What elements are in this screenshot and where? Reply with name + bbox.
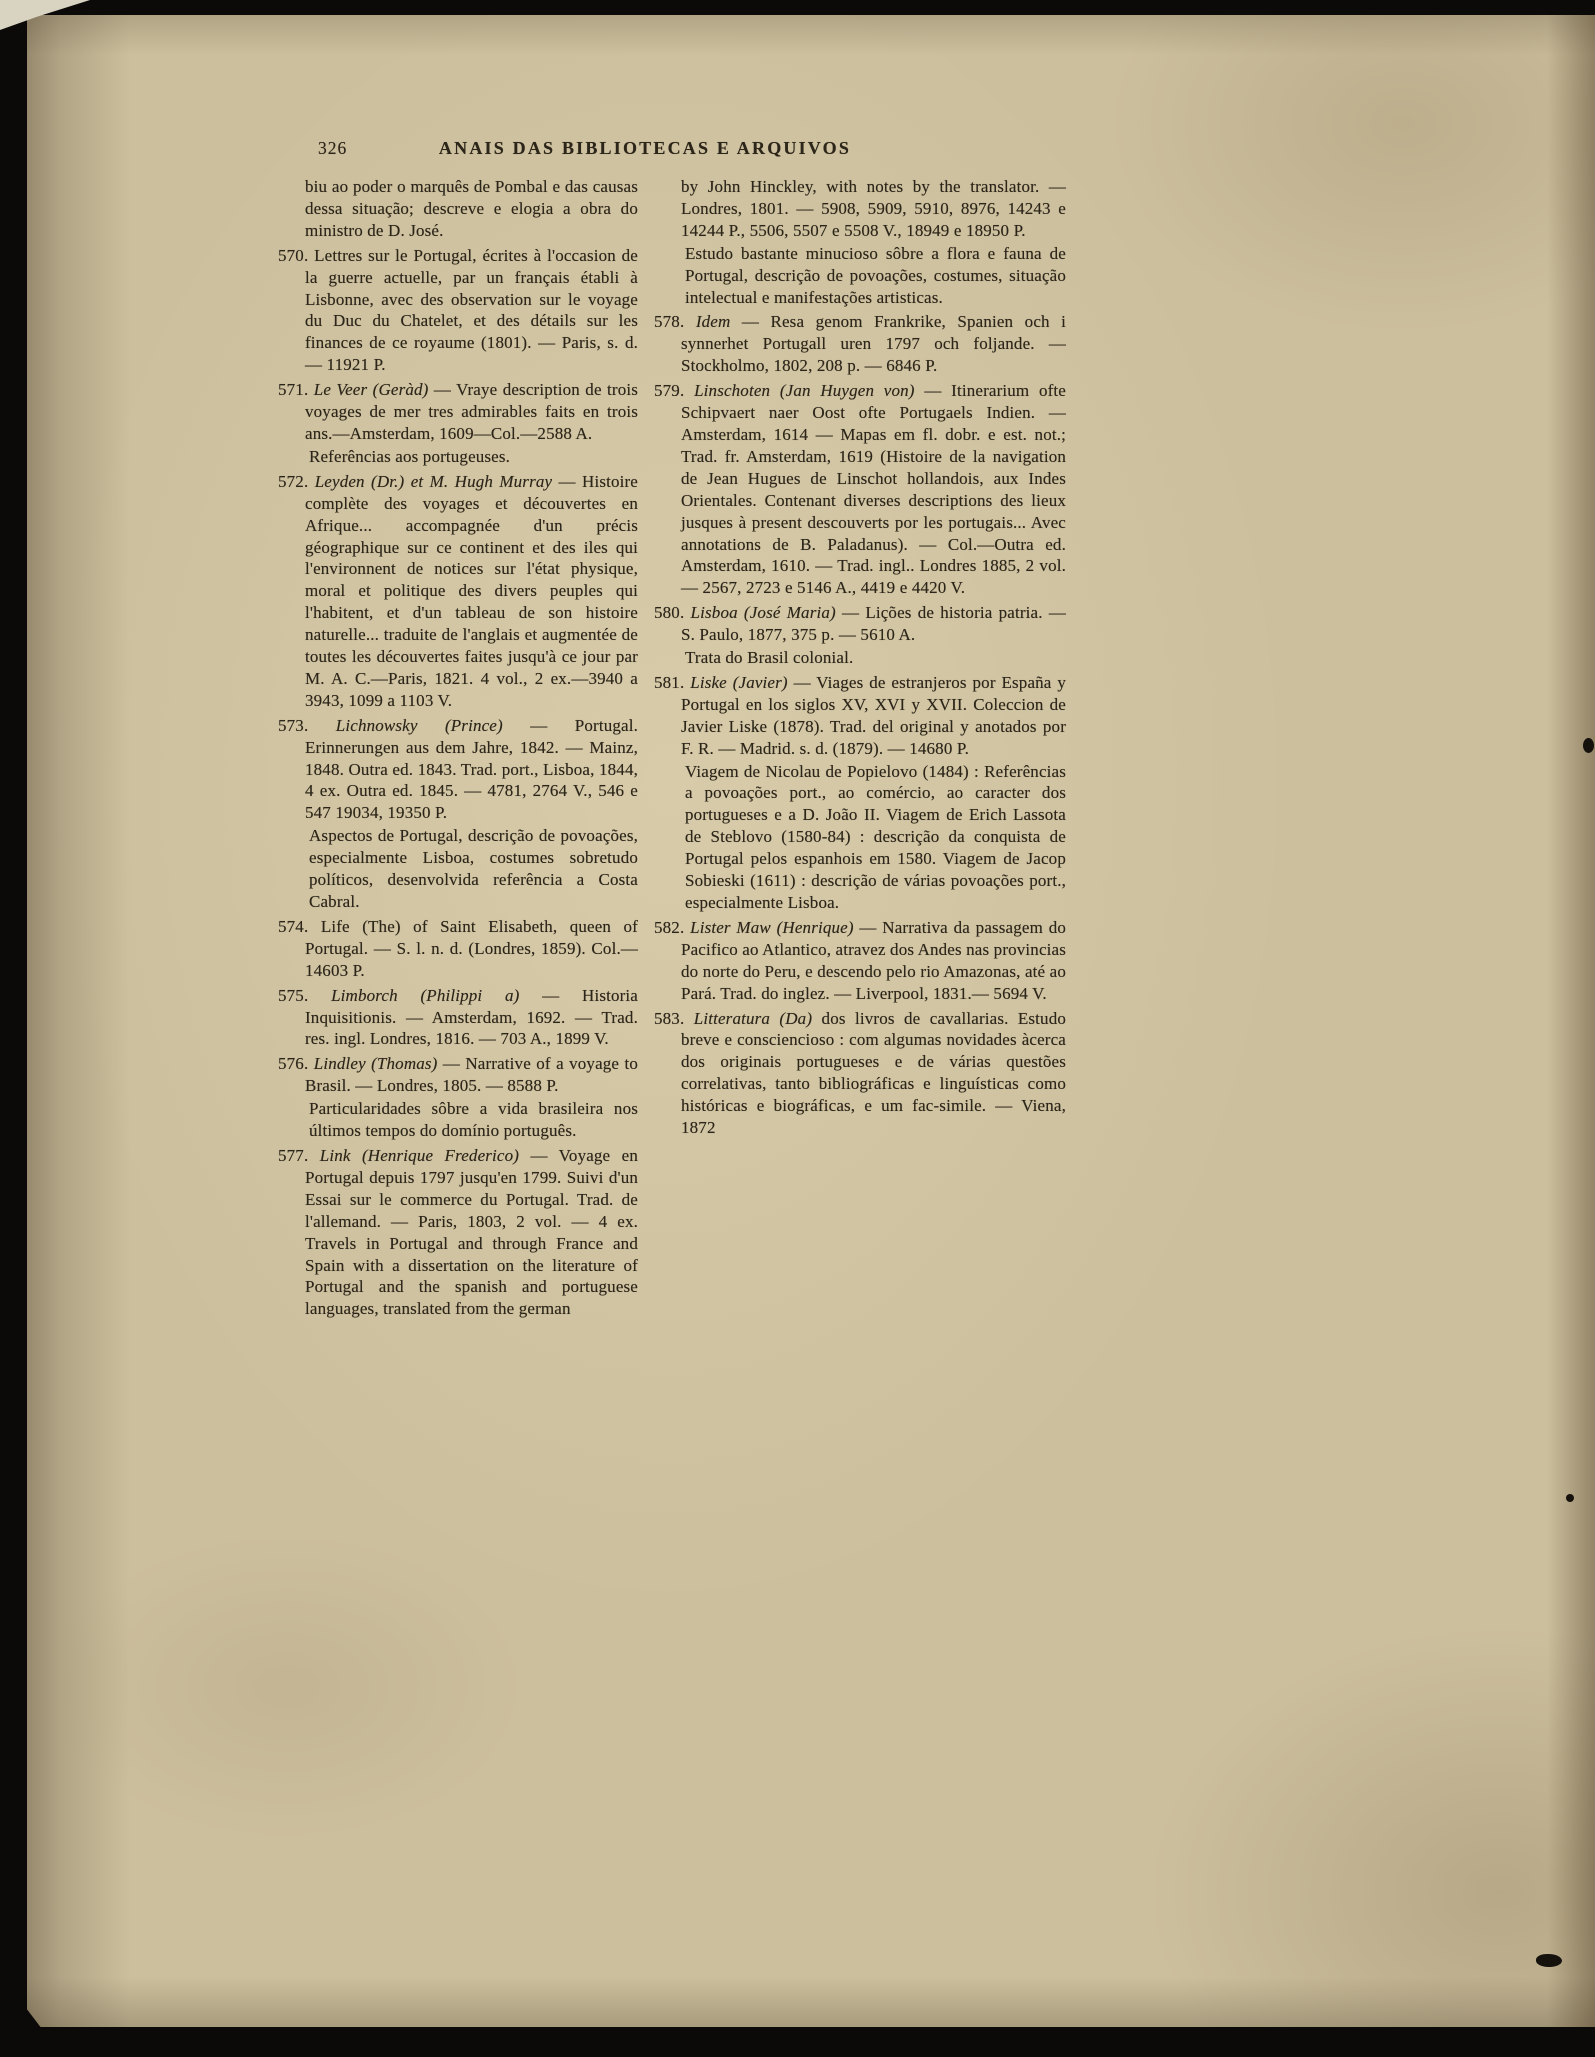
- continuation-paragraph: by John Hinckley, with notes by the translator. — Londres, 1801. — 5908, 5909, 5910, 8976, 14243 e 14244 P., 5506, 5507 e 5508 V., 18949 e 18950 P.: [681, 177, 1066, 240]
- entry-paragraph: [654, 380, 1066, 599]
- entry-author: Limborch (Philippi a): [331, 985, 520, 1005]
- entry-number: 580.: [654, 603, 685, 623]
- scan-speck: [1536, 1954, 1562, 1967]
- entry-number: 572.: [278, 471, 309, 491]
- bib-entry-581: [654, 672, 1066, 914]
- entry-author: Lindley (Thomas): [313, 1054, 438, 1074]
- entry-paragraph: [654, 602, 1066, 646]
- entry-paragraph: [278, 916, 638, 982]
- entry-author: Leyden (Dr.) et M. Hugh Murray: [314, 471, 553, 491]
- entry-author: Linschoten (Jan Huygen von): [694, 381, 915, 401]
- bib-entry-579: [654, 380, 1066, 599]
- entry-author: Litteratura (Da): [693, 1008, 813, 1028]
- entry-paragraph: [278, 379, 638, 445]
- entry-author: Liske (Javier): [690, 672, 788, 692]
- entry-body: — Itinerarium ofte Schipvaert naer Oost ofte Portugaels Indien. — Amsterdam, 1614 — Mapas em fl. dobr. e est. not.; Trad. fr. Amsterdam, 1619 (Histoire de la navigation de Jean Hugues de Linschot hollandois, aux Indes Orientales. Contenant diverses descriptions des lieux jusques à present descouverts por les portugais... Avec annotations de B. Paladanus). — Col.—Outra ed. Amsterdam, 1610. — Trad. ingl.. Londres 1885, 2 vol. — 2567, 2723 e 5146 A., 4419 e 4420 V.: [681, 381, 1067, 598]
- page-number: 326: [318, 138, 348, 158]
- scan-edge-top: [0, 0, 1595, 15]
- bib-entry-571: [278, 379, 638, 468]
- entry-number: 583.: [654, 1008, 685, 1028]
- entry-body: Lettres sur le Portugal, écrites à l'occasion de la guerre actuelle, par un français établi à Lisbonne, avec des observation sur le voyage du Duc du Chatelet, et des détails sur les finances de ce royaume (1801). — Paris, s. d.— 11921 P.: [305, 245, 639, 375]
- bib-entry-575: [278, 985, 638, 1051]
- entry-number: 575.: [278, 985, 309, 1005]
- bib-entry-580: [654, 602, 1066, 669]
- entry-number: 582.: [654, 917, 685, 937]
- entry-note: Referências aos portugeuses.: [309, 446, 511, 466]
- entry-number: 576.: [278, 1054, 309, 1074]
- entry-note: Estudo bastante minucioso sôbre a flora e fauna de Portugal, descrição de povoações, costumes, situação intelectual e manifestações artisticas.: [685, 243, 1066, 307]
- right-column: [654, 176, 1066, 1139]
- entry-body: Life (The) of Saint Elisabeth, queen of Portugal. — S. l. n. d. (Londres, 1859). Col.— 14603 P.: [305, 916, 638, 980]
- entry-body: — Historia Inquisitionis. — Amsterdam, 1692. — Trad. res. ingl. Londres, 1816. — 703 A., 1899 V.: [305, 985, 638, 1049]
- entry-body: — Portugal. Erinnerungen aus dem Jahre, 1842. — Mainz, 1848. Outra ed. 1843. Trad. port., Lisboa, 1844, 4 ex. Outra ed. 1845. — 4781, 2764 V., 546 e 547 19034, 19350 P.: [305, 715, 639, 823]
- entry-paragraph: [278, 245, 638, 376]
- entry-body: — Histoire complète des voyages et découvertes en Afrique... accompagnée d'un précis géographique sur ce continent et des iles qui l'environnent de notices sur l'état physique, moral et politique des divers peuples qui l'habitent, et d'un tableau de son histoire naturelle... traduite de l'anglais et augmentée de toutes les découvertes faites jusqu'à ce jour par M. A. C.—Paris, 1821. 4 vol., 2 ex.—3940 a 3943, 1099 a 1103 V.: [305, 471, 638, 710]
- entry-number: 578.: [654, 312, 685, 332]
- entry-body: — Narrativa da passagem do Pacifico ao Atlantico, atravez dos Andes nas provincias do norte do Peru, e descendo pelo rio Amazonas, até ao Pará. Trad. do inglez. — Liverpool, 1831.— 5694 V.: [681, 917, 1066, 1003]
- entry-note: Aspectos de Portugal, descrição de povoações, especialmente Lisboa, costumes sobretudo políticos, desenvolvida referência a Costa Cabral.: [309, 826, 638, 911]
- bib-entry-583: [654, 1008, 1066, 1139]
- entry-paragraph: [278, 1145, 638, 1320]
- bib-entry-578: [654, 311, 1066, 377]
- entry-author: Idem: [695, 312, 731, 332]
- entry-paragraph: [278, 715, 638, 825]
- scan-speck: [1566, 1494, 1574, 1502]
- bib-entry-572: [278, 471, 638, 712]
- entry-number: 573.: [278, 715, 309, 735]
- entry-number: 570.: [278, 245, 309, 265]
- bib-entry-577: [278, 1145, 638, 1320]
- scan-edge-left: [0, 0, 27, 2057]
- scan-speck: [1583, 738, 1594, 753]
- entry-number: 571.: [278, 380, 309, 400]
- entry-note: Trata do Brasil colonial.: [685, 648, 854, 668]
- entry-paragraph: [654, 917, 1066, 1005]
- scan-edge-bottom: [0, 2027, 1595, 2057]
- entry-number: 577.: [278, 1145, 309, 1165]
- bib-entry-573: [278, 715, 638, 913]
- entry-note: Viagem de Nicolau de Popielovo (1484) : Referências a povoações port., ao comércio, ao caracter dos portugueses e a D. João II. Viagem de Erich Lassota de Steblovo (1580-84) : descrição da conquista de Portugal pelos espanhois em 1580. Viagem de Jacop Sobieski (1611) : descrição de várias povoações port., especialmente Lisboa.: [685, 761, 1066, 912]
- bib-entry-570: [278, 245, 638, 376]
- bib-entry-582: [654, 917, 1066, 1005]
- left-column: [278, 176, 638, 1320]
- entry-paragraph: [278, 985, 638, 1051]
- entry-body: — Narrative of a voyage to Brasil. — Londres, 1805. — 8588 P.: [305, 1054, 638, 1096]
- entry-paragraph: [278, 1053, 638, 1097]
- continuation-entry-577: [654, 176, 1066, 308]
- entry-body: — Lições de historia patria. — S. Paulo, 1877, 375 p. — 5610 A.: [681, 603, 1066, 645]
- entry-paragraph: [654, 672, 1066, 760]
- entry-body: — Viages de estranjeros por España y Portugal en los siglos XV, XVI y XVII. Coleccion de Javier Liske (1878). Trad. del original y anotados por F. R. — Madrid. s. d. (1879). — 14680 P.: [681, 672, 1066, 758]
- entry-number: 581.: [654, 672, 685, 692]
- entry-author: Lichnowsky (Prince): [335, 715, 503, 735]
- entry-author: Le Veer (Geràd): [313, 380, 429, 400]
- bib-entry-576: [278, 1053, 638, 1142]
- entry-paragraph: [654, 1008, 1066, 1139]
- entry-paragraph: [278, 471, 638, 712]
- entry-body: — Voyage en Portugal depuis 1797 jusqu'en 1799. Suivi d'un Essai sur le commerce du Portugal. Trad. de l'allemand. — Paris, 1803, 2 vol. — 4 ex. Travels in Portugal and through France and Spain with a dissertation on the literature of Portugal and the spanish and portuguese languages, translated from the german: [305, 1145, 638, 1319]
- entry-body: dos livros de cavallarias. Estudo breve e consciencioso : com algumas novidades àcerca dos originais portugueses e de várias questões correlativas, tanto bibliográficas e linguísticas como históricas e biográficas, e um fac-simile. — Viena, 1872: [681, 1008, 1067, 1138]
- entry-number: 574.: [278, 916, 309, 936]
- entry-number: 579.: [654, 381, 685, 401]
- entry-author: Lisboa (José Maria): [690, 603, 836, 623]
- entry-note: Particularidades sôbre a vida brasileira nos últimos tempos do domínio português.: [309, 1099, 638, 1141]
- entry-author: Link (Henrique Frederico): [319, 1145, 520, 1165]
- running-header: ANAIS DAS BIBLIOTECAS E ARQUIVOS: [438, 138, 852, 158]
- bib-entry-574: [278, 916, 638, 982]
- entry-body: — Vraye description de trois voyages de mer tres admirables faits en trois ans.—Amsterdam, 1609—Col.—2588 A.: [305, 380, 638, 443]
- entry-body: — Resa genom Frankrike, Spanien och i synnerhet Portugall uren 1797 och foljande. — Stockholmo, 1802, 208 p. — 6846 P.: [681, 312, 1066, 376]
- continuation-paragraph: biu ao poder o marquês de Pombal e das causas dessa situação; descreve e elogia a obra do ministro de D. José.: [305, 177, 638, 240]
- entry-author: Lister Maw (Henrique): [690, 917, 854, 937]
- entry-paragraph: [654, 311, 1066, 377]
